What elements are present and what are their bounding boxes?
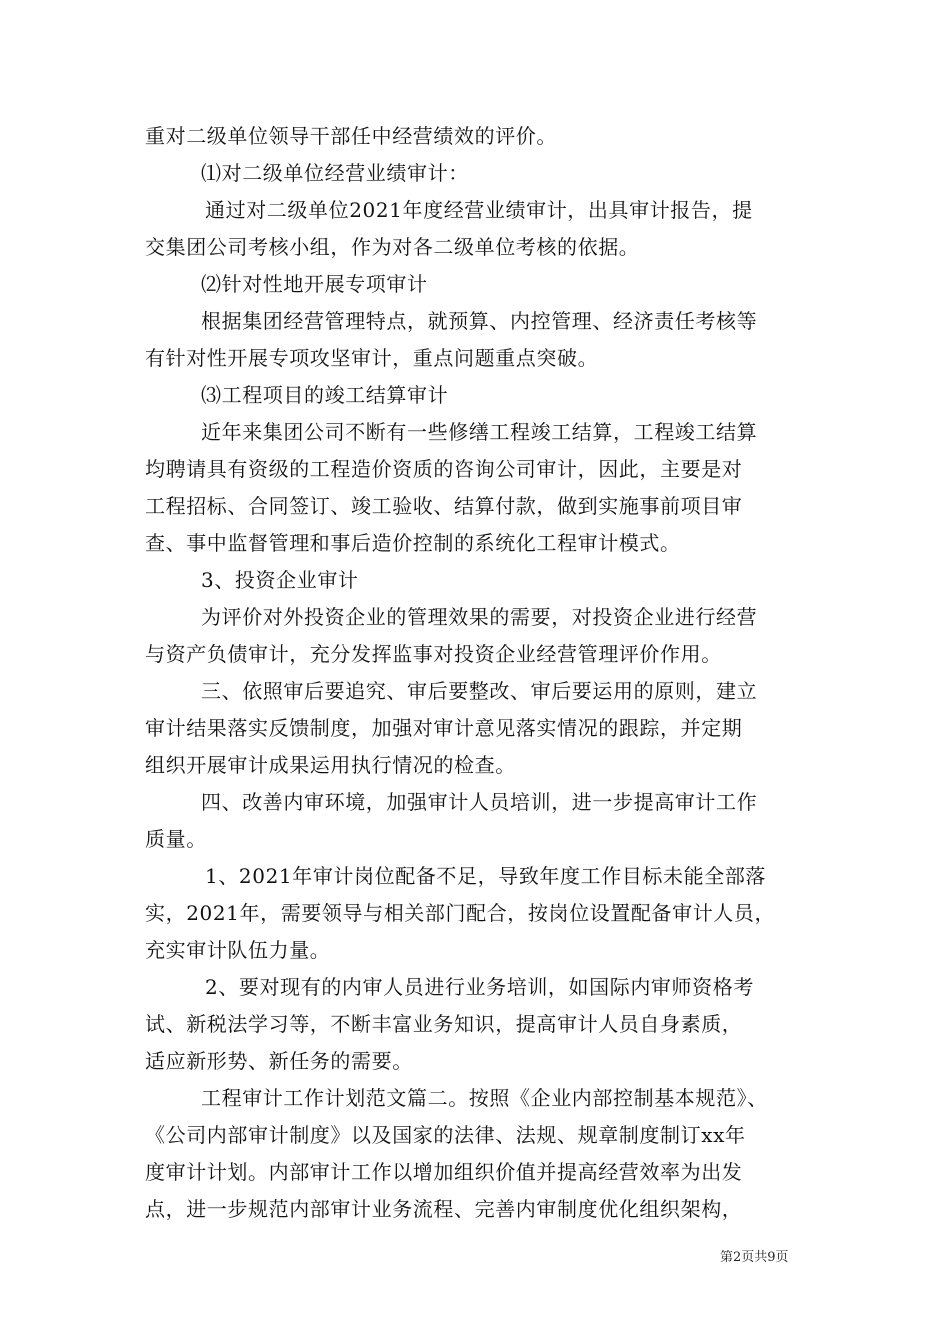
text-line: ⑴对二级单位经营业绩审计：: [201, 161, 469, 185]
text-line: 1、2021年审计岗位配备不足，导致年度工作目标未能全部落: [205, 864, 767, 888]
text-line: 工程招标、合同签订、竣工验收、结算付款，做到实施事前项目审: [145, 494, 743, 518]
text-line: ⑶工程项目的竣工结算审计: [201, 383, 449, 407]
text-line: 均聘请具有资级的工程造价资质的咨询公司审计，因此，主要是对: [145, 457, 743, 481]
text-line: 与资产负债审计，充分发挥监事对投资企业经营管理评价作用。: [145, 642, 722, 666]
text-line: 近年来集团公司不断有一些修缮工程竣工结算，工程竣工结算: [201, 420, 758, 444]
text-line: 实，2021年，需要领导与相关部门配合，按岗位设置配备审计人员，: [145, 901, 776, 925]
text-line: 重对二级单位领导干部任中经营绩效的评价。: [145, 124, 557, 148]
text-line: 工程审计工作计划范文篇二。按照《企业内部控制基本规范》、: [201, 1086, 768, 1110]
text-line: 交集团公司考核小组，作为对各二级单位考核的依据。: [145, 235, 640, 259]
text-line: 四、改善内审环境，加强审计人员培训，进一步提高审计工作: [201, 790, 758, 814]
text-line: 试、新税法学习等，不断丰富业务知识，提高审计人员自身素质，: [145, 1012, 743, 1036]
text-line: 《公司内部审计制度》以及国家的法律、法规、规章制度制订xx年: [145, 1123, 746, 1147]
text-line: 为评价对外投资企业的管理效果的需要，对投资企业进行经营: [201, 605, 758, 629]
text-line: 根据集团经营管理特点，就预算、内控管理、经济责任考核等: [201, 309, 758, 333]
text-line: 适应新形势、新任务的需要。: [145, 1049, 413, 1073]
text-line: 有针对性开展专项攻坚审计，重点问题重点突破。: [145, 346, 599, 370]
text-line: 度审计计划。内部审计工作以增加组织价值并提高经营效率为出发: [145, 1160, 743, 1184]
text-line: ⑵针对性地开展专项审计: [201, 272, 428, 296]
text-line: 质量。: [145, 827, 207, 851]
text-line: 通过对二级单位2021年度经营业绩审计，出具审计报告，提: [205, 198, 753, 222]
page-number: 第2页共9页: [720, 1250, 789, 1265]
text-line: 查、事中监督管理和事后造价控制的系统化工程审计模式。: [145, 531, 681, 555]
text-line: 审计结果落实反馈制度，加强对审计意见落实情况的跟踪，并定期: [145, 716, 743, 740]
text-line: 2、要对现有的内审人员进行业务培训，如国际内审师资格考: [205, 975, 754, 999]
text-line: 三、依照审后要追究、审后要整改、审后要运用的原则，建立: [201, 679, 758, 703]
text-line: 3、投资企业审计: [201, 568, 359, 592]
document-body: [145, 118, 815, 1228]
text-line: 充实审计队伍力量。: [145, 938, 331, 962]
text-line: 点，进一步规范内部审计业务流程、完善内审制度优化组织架构，: [145, 1197, 743, 1221]
text-line: 组织开展审计成果运用执行情况的检查。: [145, 753, 516, 777]
